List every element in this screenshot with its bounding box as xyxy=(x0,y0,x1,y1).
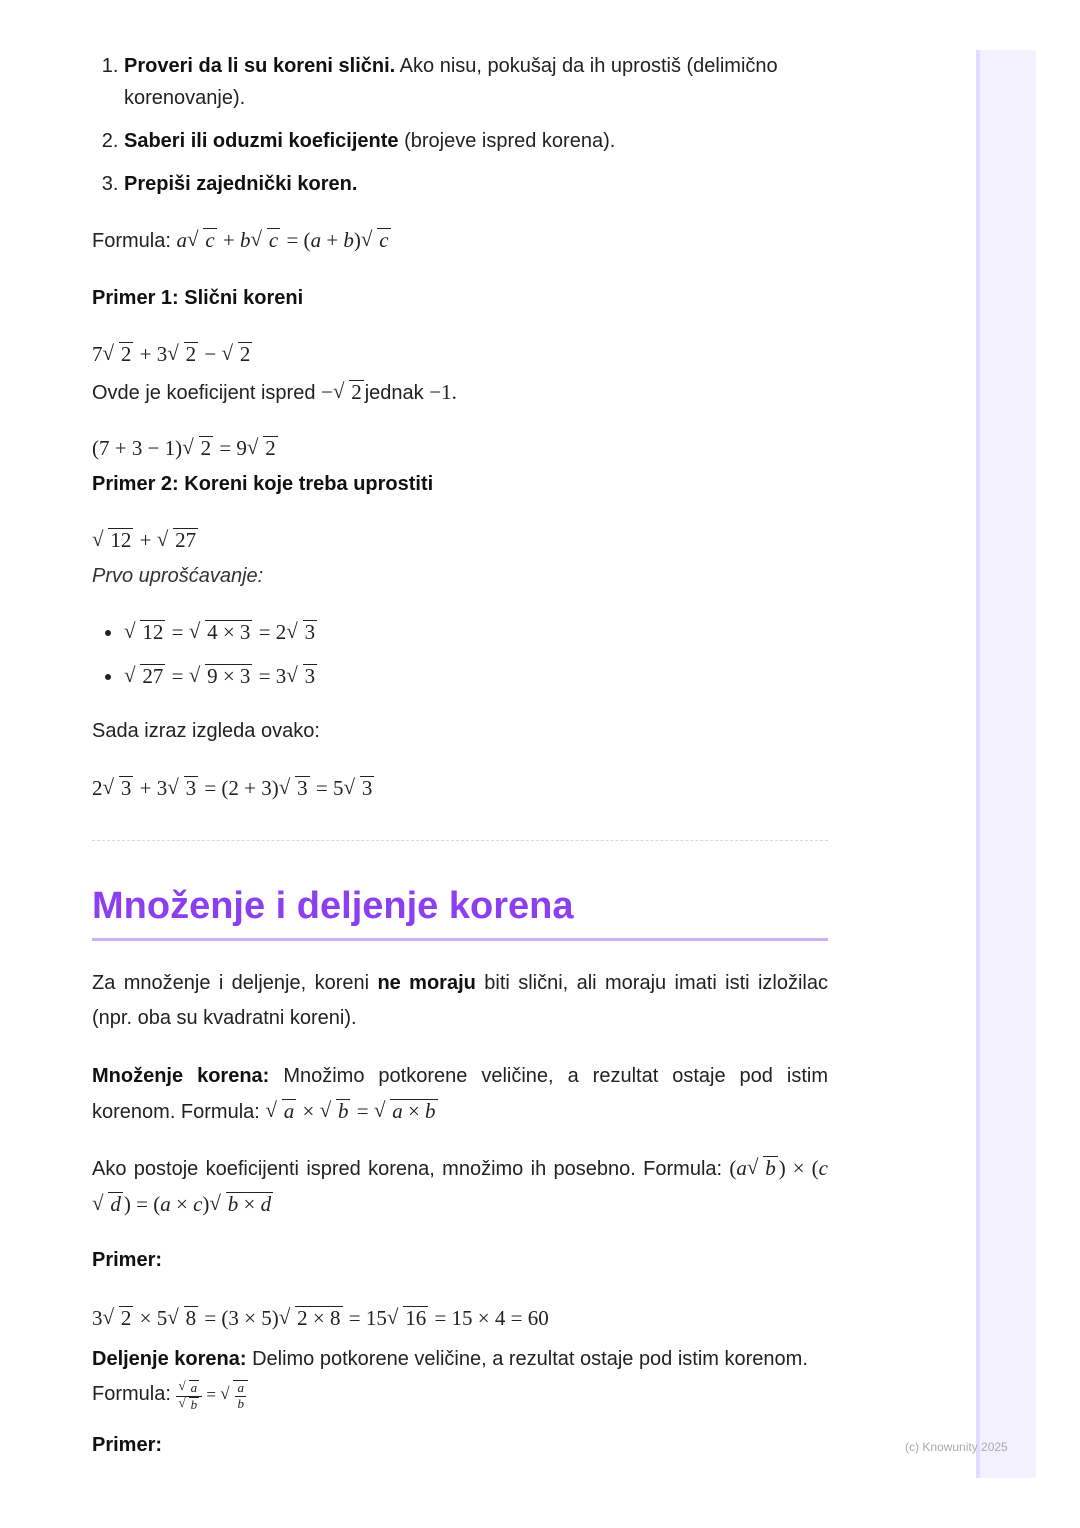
step-item xyxy=(124,125,828,157)
simplification-list xyxy=(92,610,318,698)
example2-title: Primer 2: Koreni koje treba uprostiti xyxy=(92,473,434,495)
simplification-list-wrap xyxy=(92,610,318,698)
step-text: (brojeve ispred korena). xyxy=(398,130,616,152)
formula-math: a√ c + b√ c = (a + b)√ c xyxy=(176,228,391,252)
formula-label: Formula: xyxy=(92,230,171,252)
example2-after: Sada izraz izgleda ovako: xyxy=(92,720,320,742)
section-heading: Množenje i deljenje korena xyxy=(92,885,828,941)
simplification-item: • √ 27 = √ 9 × 3 = 3√ 3 xyxy=(124,654,318,698)
example1-note: Ovde je koeficijent ispred −√ 2 jednak −1. xyxy=(92,380,457,405)
step-item xyxy=(124,50,784,114)
example2-subtitle: Prvo uprošćavanje: xyxy=(92,565,264,587)
simplification-item: • √ 12 = √ 4 × 3 = 2√ 3 xyxy=(124,610,318,654)
example2-expression: √ 12 + √ 27 xyxy=(92,528,199,553)
example1-title: Primer 1: Slični koreni xyxy=(92,287,304,309)
multiplication-paragraph: Množenje korena: Množimo potkorene veličine, a rezultat ostaje pod istim korenom. Formula: √ a × √ b = √ a × b xyxy=(92,1059,828,1130)
step-bold: Prepiši zajednički koren. xyxy=(124,173,358,195)
example1-result: (7 + 3 − 1)√ 2 = 9√ 2 xyxy=(92,436,279,461)
step-bold: Proveri da li su koreni slični. xyxy=(124,55,396,77)
copyright-text: (c) Knowunity 2025 xyxy=(905,1440,1008,1454)
example2-result: 2√ 3 + 3√ 3 = (2 + 3)√ 3 = 5√ 3 xyxy=(92,776,375,801)
right-sidebar xyxy=(976,50,1036,1478)
coefficient-paragraph: Ako postoje koeficijenti ispred korena, množimo ih posebno. Formula: (a√ b ) × (c√ d ) = (a × c)√ b × d xyxy=(92,1151,828,1223)
steps-list xyxy=(92,50,828,200)
section-intro: Za množenje i deljenje, koreni ne moraju biti slični, ali moraju imati isti izložilac (npr. oba su kvadratni koreni). xyxy=(92,972,829,1029)
multiplication-example-label: Primer: xyxy=(92,1249,163,1271)
step-text: Ako nisu, pokušaj da ih uprostiš (delimično korenovanje). xyxy=(124,55,778,109)
step-bold: Saberi ili oduzmi koeficijente xyxy=(124,130,399,152)
division-paragraph: Deljenje korena: Delimo potkorene veličine, a rezultat ostaje pod istim korenom. Formula: √ a √ b = √ $\frac{a}{b}$ xyxy=(92,1342,828,1412)
multiplication-example: 3√ 2 × 5√ 8 = (3 × 5)√ 2 × 8 = 15√ 16 = 15 × 4 = 60 xyxy=(92,1306,549,1331)
example1-expression: 7√ 2 + 3√ 2 − √ 2 xyxy=(92,342,253,367)
section-divider xyxy=(92,840,828,841)
step-item xyxy=(124,168,828,200)
division-example-label: Primer: xyxy=(92,1434,163,1456)
steps-list-wrap xyxy=(92,50,828,200)
sum-formula xyxy=(92,228,392,253)
